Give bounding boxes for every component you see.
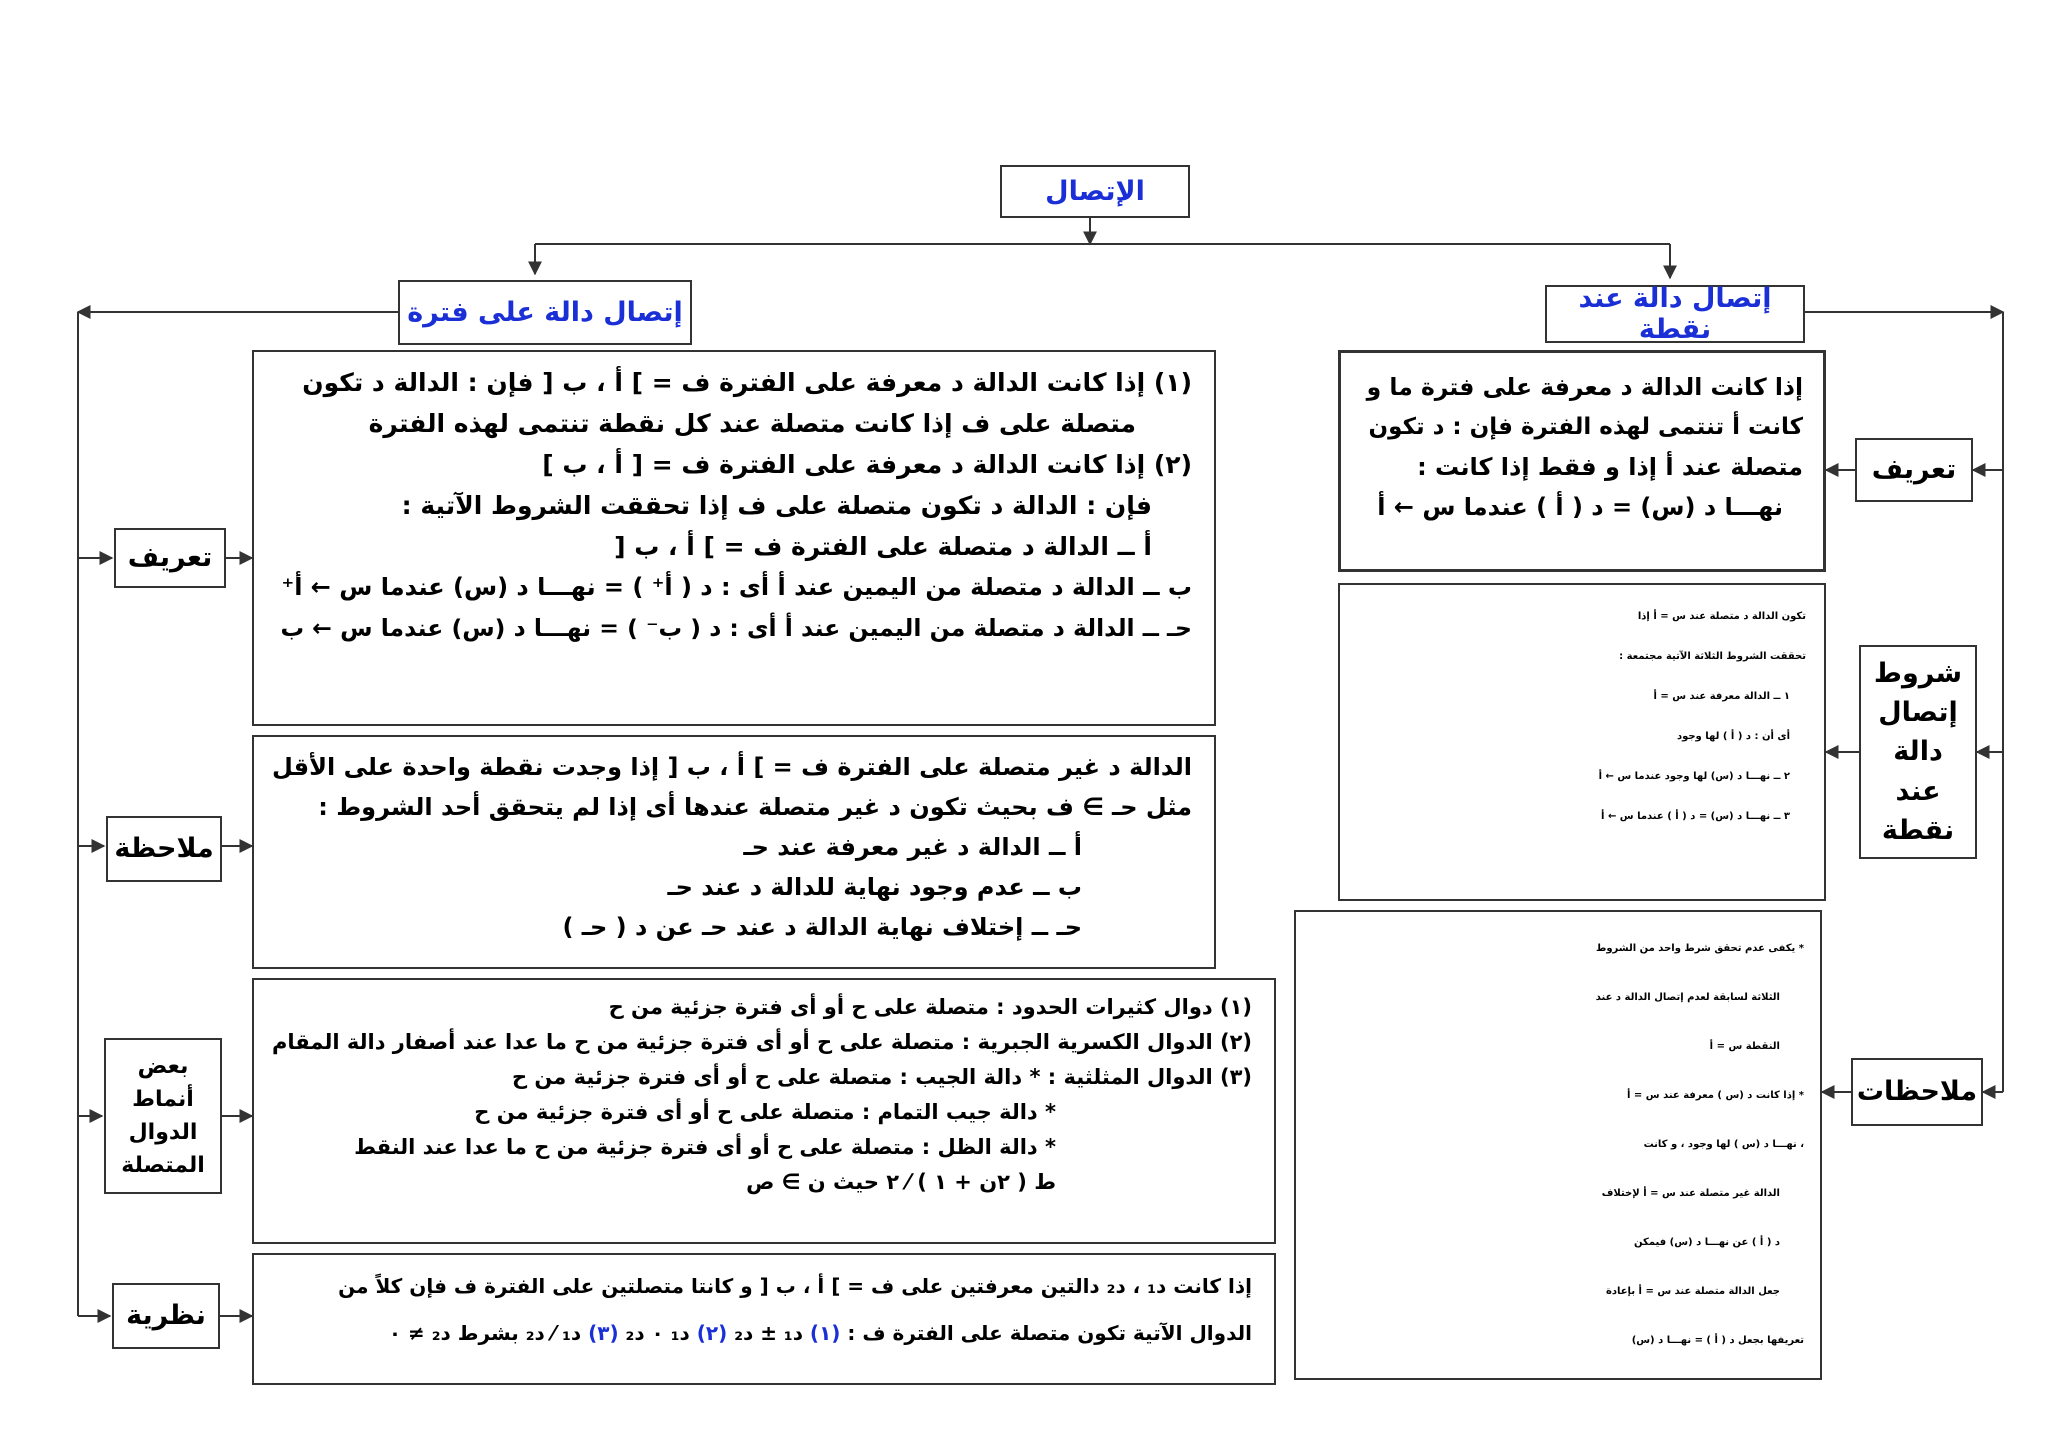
conditions-line-5: ٢ ــ نهـــا د (س) لها وجود عندما س ← ﺃ (1598, 771, 1790, 782)
notes-label: ملاحظات (1856, 1076, 1978, 1108)
interval-definition-line-1: (١) إذا كانت الدالة د معرفة على الفترة ف = ] ﺃ ، ب [ فإن : الدالة د تكون (302, 368, 1192, 397)
patterns-line-5: * دالة الظل : متصلة على ح أو أى فترة جزئية من ح ما عدا عند النقط (354, 1135, 1056, 1159)
patterns-label-box (104, 1038, 222, 1194)
patterns-line-4: * دالة جيب التمام : متصلة على ح أو أى فترة جزئية من ح (474, 1100, 1056, 1124)
theorem-line-2 (276, 1316, 1252, 1351)
interval-note-line-5: حـ ــ إختلاف نهاية الدالة د عند حـ عن د ( حـ ) (562, 913, 1082, 941)
theorem-line-1: إذا كانت د₁ ، د₂ دالتين معرفتين على ف = ] ﺃ ، ب [ و كانتا متصلتين على الفترة ف فإن كلاً من (338, 1274, 1252, 1298)
theorem-item-2: د₁ ٠ د₂ (618, 1321, 690, 1345)
continuous-patterns-box (252, 978, 1276, 1244)
interval-note-line-4: ب ــ عدم وجود نهاية للدالة د عند حـ (667, 873, 1082, 901)
notes-line-7: د ( ﺃ ) عن نهـــا د (س) فيمكن (1634, 1237, 1780, 1248)
notes-line-4: * إذا كانت د (س ) معرفة عند س = ﺃ (1627, 1090, 1804, 1101)
interval-definition-line-3: (٢) إذا كانت الدالة د معرفة على الفترة ف = [ ﺃ ، ب ] (542, 450, 1192, 479)
theorem-item-3: د₁ ⁄ د₂ بشرط د₂ ≠ ٠ (388, 1321, 582, 1345)
right-definition-label: تعريف (1871, 454, 1957, 486)
interval-definition-line-4: فإن : الدالة د تكون متصلة على ف إذا تحققت الشروط الآتية : (401, 491, 1152, 520)
point-definition-line-3: متصلة عند ﺃ إذا و فقط إذا كانت : (1417, 453, 1803, 481)
interval-note-line-3: ﺃ ــ الدالة د غير معرفة عند حـ (743, 833, 1082, 861)
interval-definition-line-2: متصلة على ف إذا كانت متصلة عند كل نقطة تنتمى لهذه الفترة (368, 409, 1136, 438)
interval-continuity-title: إتصال دالة على فترة (407, 297, 683, 328)
theorem-item-1: د₁ ± د₂ (727, 1321, 803, 1345)
notes-line-9: تعريفها بجعل د ( ﺃ ) = نهـــا د (س) (1631, 1335, 1804, 1346)
notes-line-8: جعل الدالة متصلة عند س = ﺃ بإعادة (1605, 1286, 1780, 1297)
conditions-label-box (1859, 645, 1977, 859)
interval-note-line-2: مثل حـ ∋ ف بحيث تكون د غير متصلة عندها أى إذا لم يتحقق أحد الشروط : (318, 793, 1192, 821)
notes-label-box (1851, 1058, 1983, 1126)
root-title: الإتصال (1045, 176, 1145, 207)
theorem-item-3-number: (٣) (588, 1321, 619, 1345)
notes-line-3: النقطة س = ﺃ (1709, 1041, 1780, 1052)
interval-definition-line-7: حـ ــ الدالة د متصلة من اليمين عند ﺃ أى : د ( ب⁻ ) = نهـــا د (س) عندما س ← ب (280, 614, 1192, 642)
right-definition-label-box (1855, 438, 1973, 502)
theorem-label-box (112, 1283, 220, 1349)
notes-line-5: ، نهـــا د (س ) لها وجود ، و كانت (1643, 1139, 1804, 1150)
interval-definition-line-5: ﺃ ــ الدالة د متصلة على الفترة ف = ] ﺃ ، ب [ (614, 532, 1152, 561)
theorem-label: نظرية (126, 1300, 206, 1332)
patterns-line-6: ط ( ٢ن + ١ ) ⁄ ٢ حيث ن ∋ ص (746, 1170, 1056, 1194)
notes-line-6: الدالة غير متصلة عند س = ﺃ لإختلاف (1601, 1188, 1780, 1199)
theorem-intro: الدوال الآتية تكون متصلة على الفترة ف : (847, 1321, 1252, 1345)
point-definition-line-4: نهـــا د (س) = د ( ﺃ ) عندما س ← ﺃ (1377, 493, 1783, 521)
theorem-item-2-number: (٢) (696, 1321, 728, 1345)
interval-definition-box (252, 350, 1216, 726)
patterns-line-3: (٣) الدوال المثلثية : * دالة الجيب : متصلة على ح أو أى فترة جزئية من ح (511, 1065, 1252, 1089)
conditions-line-6: ٣ ــ نهـــا د (س) = د ( ﺃ ) عندما س ← ﺃ (1601, 811, 1790, 822)
point-definition-line-1: إذا كانت الدالة د معرفة على فترة ما و (1366, 373, 1803, 401)
notes-line-1: * يكفى عدم تحقق شرط واحد من الشروط (1595, 943, 1804, 954)
interval-continuity-title-box (398, 280, 692, 345)
point-definition-line-2: كانت ﺃ تنتمى لهذه الفترة فإن : د تكون (1368, 414, 1803, 440)
patterns-label: بعض أنماط الدوال المتصلة (121, 1054, 205, 1178)
notes-line-2: الثلاثة لسابقة لعدم إتصال الدالة د عند (1595, 992, 1780, 1003)
patterns-line-2: (٢) الدوال الكسرية الجبرية : متصلة على ح أو أى فترة جزئية من ح ما عدا عند أصفار دالة المقام (272, 1030, 1252, 1054)
theorem-item-1-number: (١) (809, 1321, 841, 1345)
point-continuity-title-box (1545, 285, 1805, 343)
left-note-label: ملاحظة (114, 833, 214, 865)
point-definition-box (1338, 350, 1826, 572)
point-notes-box (1294, 910, 1822, 1380)
conditions-line-2: تحققت الشروط الثلاثة الآتية مجتمعة : (1619, 651, 1806, 662)
point-conditions-box (1338, 583, 1826, 901)
interval-note-box (252, 735, 1216, 969)
point-continuity-title: إتصال دالة عند نقطة (1578, 283, 1772, 345)
conditions-line-3: ١ ــ الدالة معرفة عند س = ﺃ (1653, 691, 1790, 702)
root-title-box (1000, 165, 1190, 218)
left-definition-label-box (114, 528, 226, 588)
interval-note-line-1: الدالة د غير متصلة على الفترة ف = ] ﺃ ، ب [ إذا وجدت نقطة واحدة على الأقل (271, 753, 1192, 781)
conditions-line-1: تكون الدالة د متصلة عند س = ﺃ إذا (1637, 611, 1806, 622)
conditions-label: شروط إتصال دالة عند نقطة (1873, 658, 1963, 846)
conditions-line-4: أى أن : د ( ﺃ ) لها وجود (1676, 731, 1790, 742)
theorem-box (252, 1253, 1276, 1385)
patterns-line-1: (١) دوال كثيرات الحدود : متصلة على ح أو أى فترة جزئية من ح (608, 995, 1252, 1019)
left-note-label-box (106, 816, 222, 882)
interval-definition-line-6: ب ــ الدالة د متصلة من اليمين عند ﺃ أى : د ( ﺃ⁺ ) = نهـــا د (س) عندما س ← ﺃ⁺ (281, 573, 1192, 601)
left-definition-label: تعريف (127, 542, 213, 574)
